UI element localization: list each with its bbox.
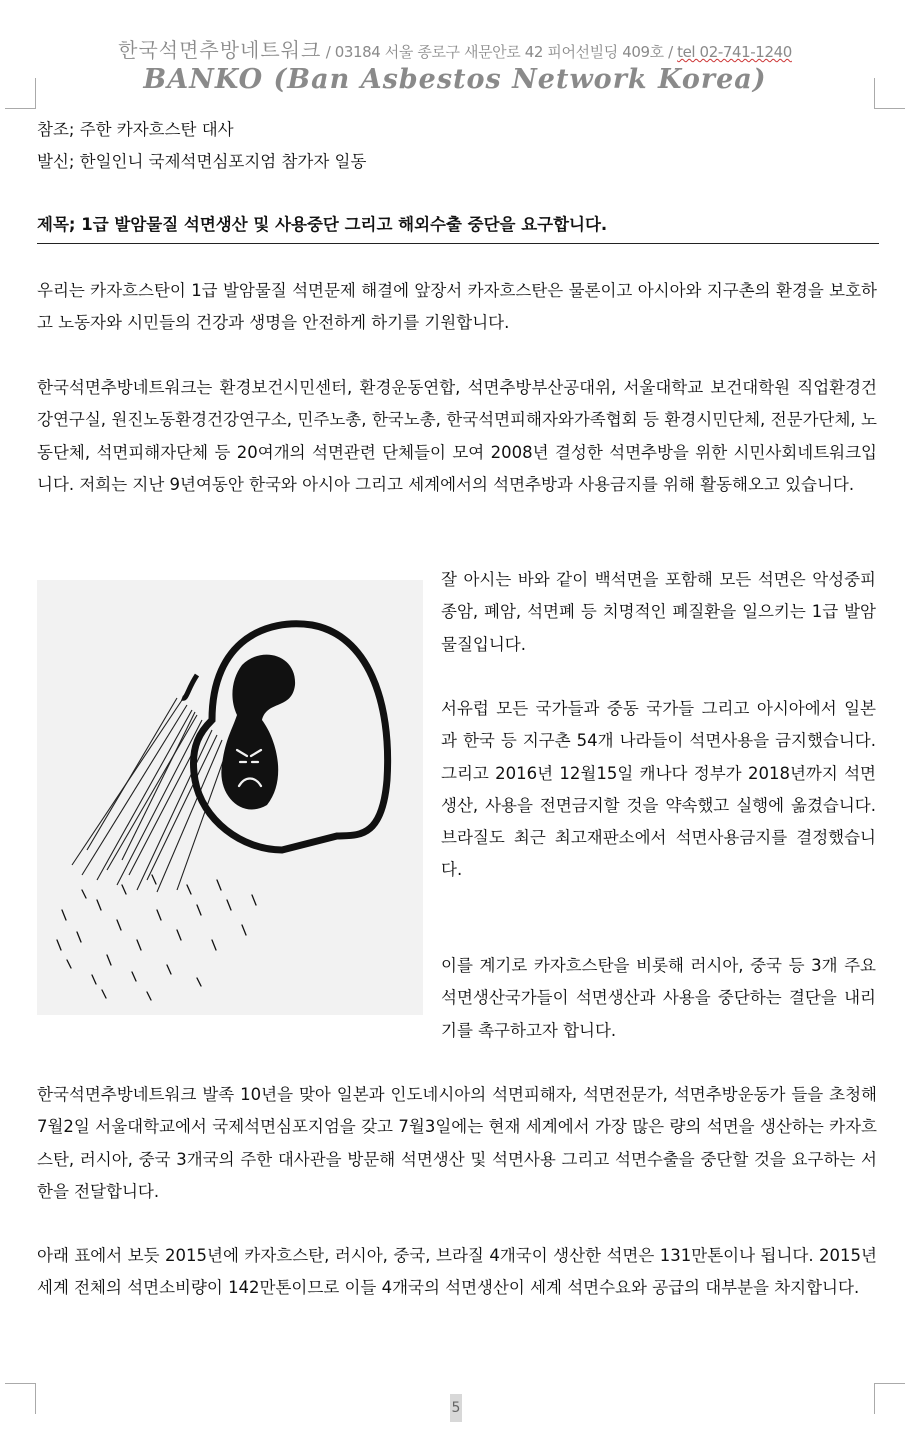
- paragraph-5: 이를 계기로 카자흐스탄을 비롯해 러시아, 중국 등 3개 주요 석면생산국가들이 석면생산과 사용을 중단하는 결단을 내리기를 촉구하고자 합니다.: [441, 956, 876, 1040]
- paragraph-7: 아래 표에서 보듯 2015년에 카자흐스탄, 러시아, 중국, 브라질 4개국이 생산한 석면은 131만톤이나 됩니다. 2015년 세계 전체의 석면소비량이 142만톤이므로 이들 4개국의 석면생산이 세계 석면수요와 공급의 대부분을 차지합니다.: [37, 1246, 877, 1298]
- paragraph-4: 서유럽 모든 국가들과 중동 국가들 그리고 아시아에서 일본과 한국 등 지구촌 54개 나라들이 석면사용을 금지했습니다. 그리고 2016년 12월15일 캐나다 정부가 2018년까지 석면생산, 사용을 전면금지할 것을 약속했고 실행에 옮겼습니다. 브라질도 최근 최고재판소에서 석면사용금지를 결정했습니다.: [441, 699, 876, 880]
- paragraph-2: 한국석면추방네트워크는 환경보건시민센터, 환경운동연합, 석면추방부산공대위, 서울대학교 보건대학원 직업환경건강연구실, 원진노동환경건강연구소, 민주노총, 한국노총, 한국석면피해자와가족협회 등 환경시민단체, 전문가단체, 노동단체, 석면피해자단체 등 20여개의 석면관련 단체들이 모여 2008년 결성한 석면추방을 위한 시민사회네트워크입니다. 저희는 지난 9년여동안 한국와 아시아 그리고 세계에서의 석면추방과 사용금지를 위해 활동해오고 있습니다.: [37, 378, 877, 494]
- crop-mark-bottom-right: [874, 1383, 905, 1414]
- paragraph-1: 우리는 카자흐스탄이 1급 발암물질 석면문제 해결에 앞장서 카자흐스탄은 물론이고 아시아와 지구촌의 환경을 보호하고 노동자와 시민들의 건강과 생명을 안전하게 하기를 기원합니다.: [37, 281, 877, 333]
- letterhead: [0, 34, 910, 63]
- asbestos-illustration: [37, 580, 423, 1015]
- paragraph-3: 잘 아시는 바와 같이 백석면을 포함해 모든 석면은 악성중피종암, 폐암, 석면폐 등 치명적인 폐질환을 일으키는 1급 발암물질입니다.: [441, 570, 876, 654]
- org-address: / 03184 서울 종로구 새문안로 42 피어선빌딩 409호 /: [321, 43, 678, 61]
- org-tel: tel 02-741-1240: [677, 43, 792, 61]
- page-number: 5: [450, 1394, 462, 1422]
- crop-mark-bottom-left: [5, 1383, 36, 1414]
- org-name: 한국석면추방네트워크: [118, 38, 322, 62]
- paragraph-6: 한국석면추방네트워크 발족 10년을 맞아 일본과 인도네시아의 석면피해자, 석면전문가, 석면추방운동가 들을 초청해 7월2일 서울대학교에서 국제석면심포지엄을 갖고 7월3일에는 현재 세계에서 가장 많은 량의 석면을 생산하는 카자흐스탄, 러시아, 중국 3개국의 주한 대사관을 방문해 석면생산 및 석면사용 그리고 석면수출을 중단할 것을 요구하는 서한을 전달합니다.: [37, 1085, 877, 1201]
- org-english-name: BANKO (Ban Asbestos Network Korea): [143, 64, 767, 95]
- letter-subject: 제목; 1급 발암물질 석면생산 및 사용중단 그리고 해외수출 중단을 요구합니다.: [37, 211, 879, 244]
- letter-sender: 발신; 한일인니 국제석면심포지엄 참가자 일동: [37, 152, 367, 171]
- letter-recipient: 참조; 주한 카자흐스탄 대사: [37, 120, 234, 139]
